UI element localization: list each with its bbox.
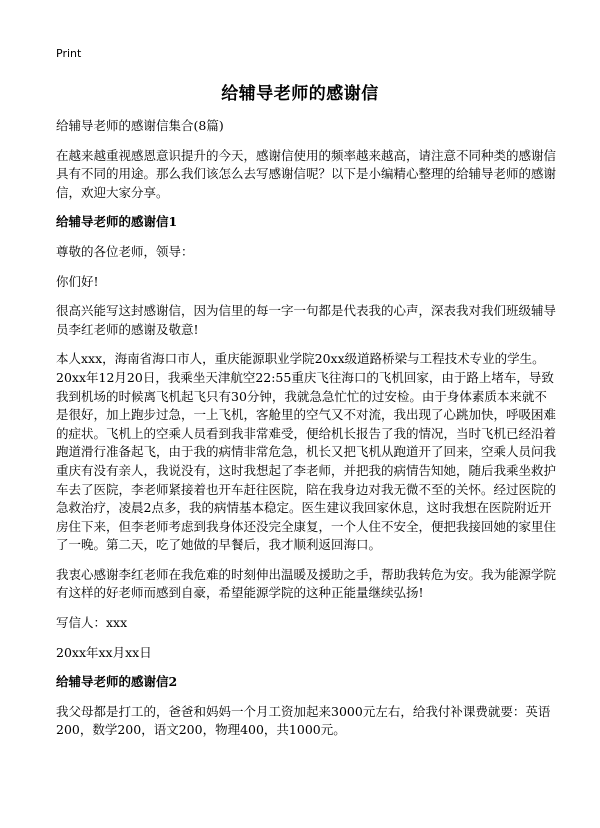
letter1-paragraph-3: 我衷心感谢李红老师在我危难的时刻伸出温暖及援助之手，帮助我转危为安。我为能源学院有这样的好老师而感到自豪，希望能源学院的这种正能量继续弘扬! [56,566,557,601]
letter1-paragraph-1: 很高兴能写这封感谢信，因为信里的每一字一句都是代表我的心声，深表我对我们班级辅导员李红老师的感谢及敬意! [56,303,557,337]
print-link[interactable]: Print [56,47,82,60]
page-title: 给辅导老师的感谢信 [221,84,379,104]
collection-subtitle: 给辅导老师的感谢信集合(8篇) [56,118,224,133]
letter1-date: 20xx年xx月xx日 [56,644,152,660]
letter1-signature: 写信人：xxx [56,615,128,631]
letter1-paragraph-2: 本人xxx，海南省海口市人，重庆能源职业学院20xx级道路桥梁与工程技术专业的学生。20xx年12月20日，我乘坐天津航空22:55重庆飞往海口的飞机回家，由于路上堵车，导致我到机场的时候离飞机起飞只有30分钟，我就急急忙忙的过安检。由于身体素质本来就不是很好，加上跑步过急，一上飞机，客舱里的空气又不对流，我出现了心跳加快，呼吸困难的症状。飞机上的空乘人员看到我非常难受，便给机长报告了我的情况，当时飞机已经沿着跑道滑行准备起飞，由于我的病情非常危急，机长又把飞机从跑道开了回来，空乘人员问我重庆有没有亲人，我说没有，这时我想起了李老师，并把我的病情告知她，随后我乘坐救护车去了医院，李老师紧接着也开车赶往医院，陪在我身边对我无微不至的关怀。经过医院的急救治疗，凌晨2点多，我的病情基本稳定。医生建议我回家休息，这时我想在医院附近开房住下来，但李老师考虑到我身体还没完全康复，一个人住不安全，便把我接回她的家里住了一晚。第二天，吃了她做的早餐后，我才顺利返回海口。 [56,351,557,553]
intro-paragraph: 在越来越重视感恩意识提升的今天，感谢信使用的频率越来越高，请注意不同种类的感谢信具有不同的用途。那么我们该怎么去写感谢信呢？以下是小编精心整理的给辅导老师的感谢信，欢迎大家分享。 [56,147,557,200]
letter1-salutation: 尊敬的各位老师，领导： [56,243,194,259]
letter1-heading: 给辅导老师的感谢信1 [56,214,178,230]
document-body [56,117,556,751]
letter1-greeting: 你们好! [56,273,99,289]
letter2-heading: 给辅导老师的感谢信2 [56,674,178,690]
letter2-paragraph-1: 我父母都是打工的，爸爸和妈妈一个月工资加起来3000元左右，给我付补课费就要：英语200，数学200，语文200，物理400，共1000元。 [56,703,551,738]
